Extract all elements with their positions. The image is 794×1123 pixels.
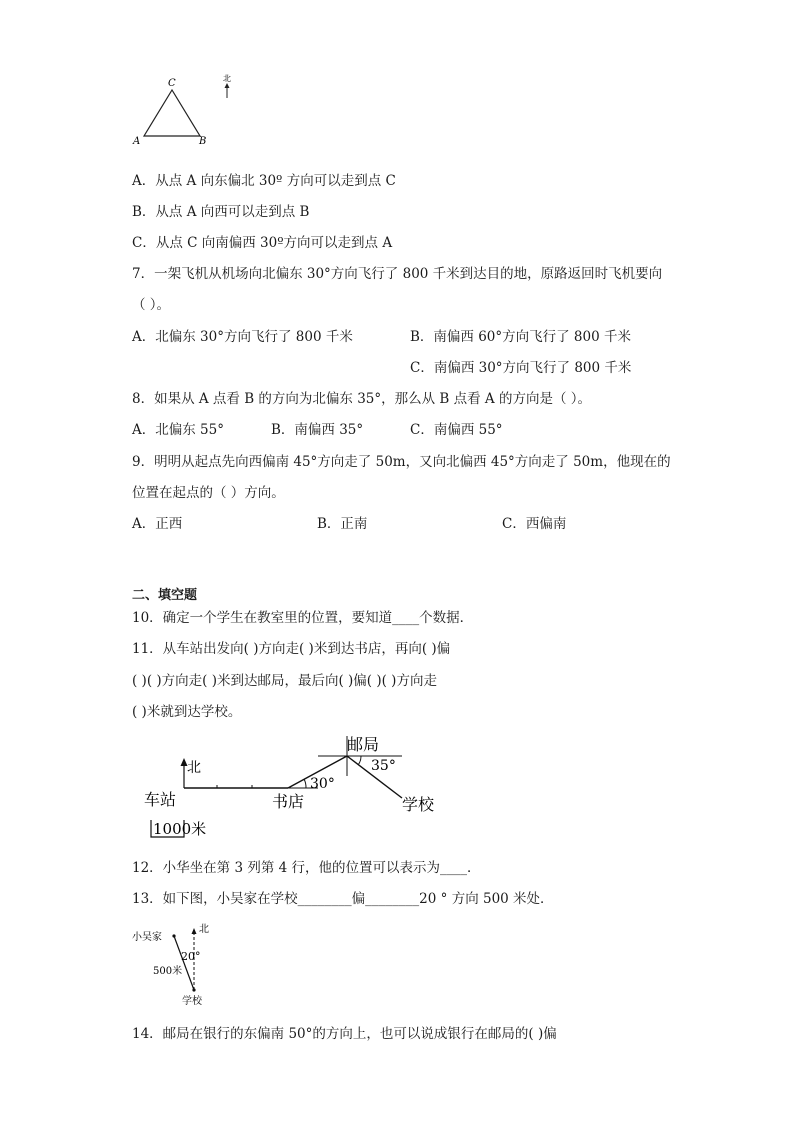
north-arrowhead-icon <box>225 83 230 88</box>
q8-option-c: C．南偏西 55° <box>410 422 503 438</box>
home-label: 小吴家 <box>132 932 162 943</box>
angle-arc-35 <box>358 756 361 765</box>
school-label: 学校 <box>402 795 435 814</box>
home-school-line <box>174 936 194 990</box>
q8-option-b: B．南偏西 35° <box>271 422 364 438</box>
angle-35-label: 35° <box>371 758 396 774</box>
q9-option-c: C．西偏南 <box>502 516 567 532</box>
scale-label: 1000米 <box>153 820 207 838</box>
q11-stem-line1: 11．从车站出发向( )方向走( )米到达书店，再向( )偏 <box>132 641 451 657</box>
q6-option-b: B．从点 A 向西可以走到点 B <box>132 204 310 220</box>
wu-school-label: 学校 <box>182 996 202 1007</box>
q12-stem: 12．小华坐在第 3 列第 4 行，他的位置可以表示为____． <box>132 860 481 876</box>
q6-option-c: C．从点 C 向南偏西 30º方向可以走到点 A <box>132 235 393 251</box>
q14-stem: 14．邮局在银行的东偏南 50°的方向上，也可以说成银行在邮局的( )偏 <box>132 1026 557 1042</box>
q13-stem: 13．如下图，小吴家在学校________偏________20 ° 方向 500 米处． <box>132 891 554 907</box>
vertex-c-label: C <box>168 78 176 89</box>
q8-option-a: A．北偏东 55° <box>132 422 224 438</box>
xiaowu-home-figure <box>128 918 228 1010</box>
q11-stem-line2: ( )( )方向走( )米到达邮局，最后向( )偏( )( )方向走 <box>132 673 437 689</box>
route-map-figure <box>140 730 450 840</box>
map-north-label: 北 <box>187 760 201 776</box>
triangle-figure <box>128 70 248 150</box>
bookstore-label: 书店 <box>272 792 305 811</box>
q9-option-a: A．正西 <box>132 516 183 532</box>
q7-option-c: C．南偏西 30°方向飞行了 800 千米 <box>410 360 632 376</box>
q9-stem-line2: 位置在起点的（ ）方向。 <box>132 485 285 501</box>
q9-option-b: B．正南 <box>317 516 368 532</box>
wu-north-label: 北 <box>199 924 209 935</box>
angle-arc-30 <box>304 779 306 788</box>
q8-stem: 8．如果从 A 点看 B 的方向为北偏东 35°，那么从 B 点看 A 的方向是（ ）。 <box>132 391 592 407</box>
vertex-b-label: B <box>199 136 207 147</box>
wu-distance-label: 500米 <box>153 966 183 977</box>
wu-angle-label: 20° <box>181 950 201 963</box>
q7-stem-line2: （ ）。 <box>132 297 171 313</box>
q9-stem-line1: 9．明明从起点先向西偏南 45°方向走了 50m，又向北偏西 45°方向走了 50m，他现在的 <box>132 454 671 470</box>
school-point <box>192 988 195 991</box>
triangle-abc <box>144 90 200 136</box>
angle-30-label: 30° <box>310 776 335 792</box>
q11-stem-line3: ( )米就到达学校。 <box>132 704 242 720</box>
north-arrow-icon <box>192 928 197 934</box>
q6-option-a: A．从点 A 向东偏北 30º 方向可以走到点 C <box>132 173 396 189</box>
q7-stem-line1: 7．一架飞机从机场向北偏东 30°方向飞行了 800 千米到达目的地，原路返回时飞机要向 <box>132 266 663 282</box>
vertex-a-label: A <box>133 136 141 147</box>
postoffice-label: 邮局 <box>347 735 380 754</box>
north-label: 北 <box>223 74 231 83</box>
q10-stem: 10．确定一个学生在教室里的位置，要知道____个数据． <box>132 610 474 626</box>
station-label: 车站 <box>144 790 177 809</box>
q7-option-a: A．北偏东 30°方向飞行了 800 千米 <box>132 329 353 345</box>
q7-option-b: B．南偏西 60°方向飞行了 800 千米 <box>410 329 631 345</box>
section-title-fill-in: 二、填空题 <box>132 588 198 603</box>
